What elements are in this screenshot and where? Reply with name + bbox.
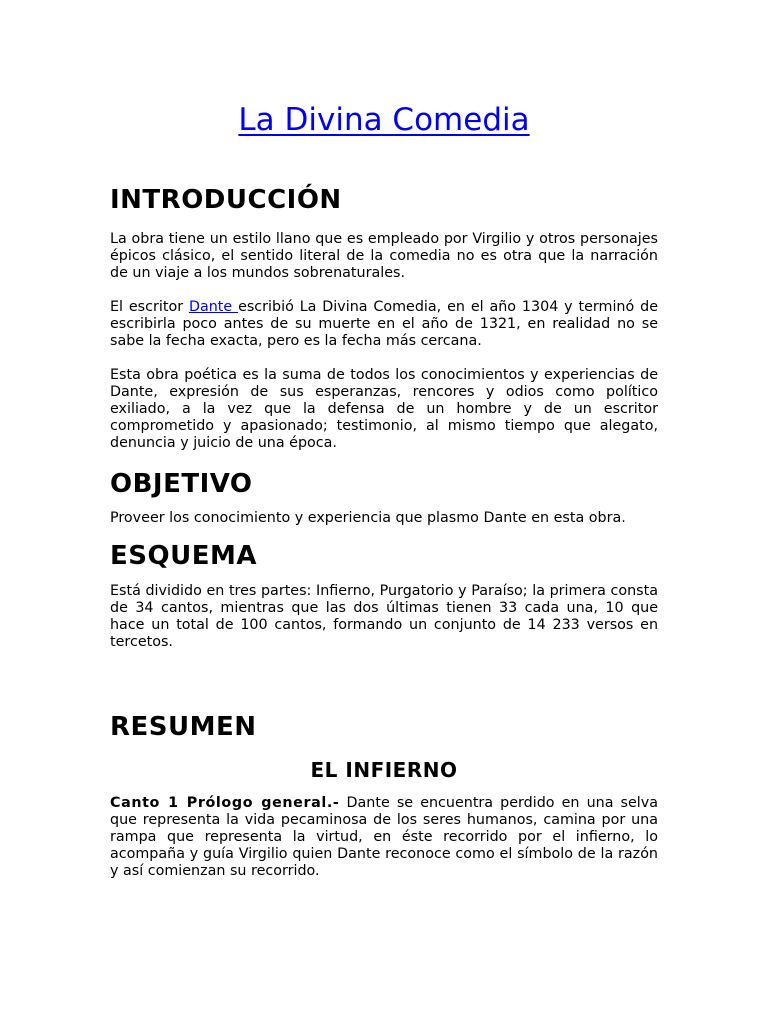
heading-objetivo: OBJETIVO (110, 469, 253, 499)
intro-paragraph-1: La obra tiene un estilo llano que es empleado por Virgilio y otros personajes épicos clásico, el sentido literal de la comedia no es otra que la narración de un viaje a los mundos sobrenaturales. (110, 231, 658, 281)
canto-1-paragraph (110, 795, 658, 880)
intro-p2-after: escribió La Divina Comedia, en el año 1304 y terminó de escribirla poco antes de su muerte en el año de 1321, en realidad no se sabe la fecha exacta, pero es la fecha más cercana. (110, 299, 658, 349)
heading-esquema: ESQUEMA (110, 541, 257, 571)
dante-link[interactable]: Dante (188, 299, 239, 315)
esquema-paragraph: Está dividido en tres partes: Infierno, Purgatorio y Paraíso; la primera consta de 34 cantos, mientras que las dos últimas tienen 33 cada una, 10 que hace un total de 100 cantos, formando un conjunto de 14 233 versos en tercetos. (110, 583, 658, 650)
heading-introduccion: INTRODUCCIÓN (110, 185, 342, 215)
document-page (110, 100, 658, 880)
document-title (110, 100, 658, 140)
intro-p2-before: El escritor (110, 299, 189, 315)
intro-paragraph-3: Esta obra poética es la suma de todos los conocimientos y experiencias de Dante, expresión de sus esperanzas, rencores y odios como político exiliado, a la vez que la defensa de un hombre y de un escritor comprometido y apasionado; testimonio, al mismo tiempo que alegato, denuncia y juicio de una época. (110, 367, 658, 451)
intro-paragraph-2 (110, 299, 658, 350)
objetivo-paragraph: Proveer los conocimiento y experiencia que plasmo Dante en esta obra. (110, 510, 626, 526)
canto-1-text: Dante se encuentra perdido en una selva que representa la vida pecaminosa de los seres humanos, camina por una rampa que representa la virtud, en éste recorrido por el infierno, lo acompaña y guía Virgilio quien Dante reconoce como el símbolo de la razón y así comienzan su recorrido. (110, 795, 658, 879)
title-link[interactable]: La Divina Comedia (238, 102, 530, 138)
subheading-el-infierno: EL INFIERNO (310, 758, 458, 782)
canto-1-label: Canto 1 Prólogo general.- (110, 795, 340, 811)
heading-resumen: RESUMEN (110, 712, 257, 742)
